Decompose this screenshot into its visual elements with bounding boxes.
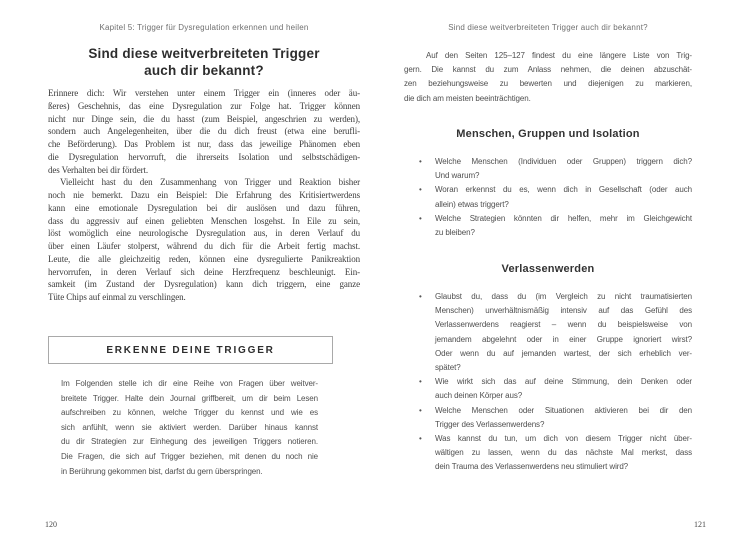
exercise-box-title: ERKENNE DEINE TRIGGER xyxy=(106,344,275,356)
text-line: Trigger des Verlassenwerdens? xyxy=(435,419,545,429)
list-item xyxy=(404,375,692,403)
text-line: nicht nur Dinge sein, die du hasst (zum Beispiel, angeschrien zu werden), xyxy=(48,113,360,124)
bullet-list-verlassenwerden xyxy=(404,290,692,475)
text-line: Sind diese weitverbreiteten Trigger xyxy=(88,46,320,61)
text-line: des Verhalten bei dir fördert. xyxy=(48,164,149,175)
list-item xyxy=(404,212,692,240)
list-item xyxy=(404,432,692,475)
text-line: Im Folgenden stelle ich dir eine Reihe von Fragen über weitver- xyxy=(61,379,318,388)
text-line: wältigen zu lassen, wenn du das nächste Mal merkst, dass xyxy=(435,448,692,458)
text-line: Verlassenwerdens reagierst – wenn du beispielsweise von xyxy=(435,320,692,330)
bullet-text xyxy=(435,404,692,432)
text-line: breitete Trigger. Halte dein Journal griffbereit, um dir beim Lesen xyxy=(61,393,318,403)
bullet-text xyxy=(435,432,692,475)
text-line: die dich am meisten beeinträchtigen. xyxy=(404,93,531,103)
text-line: Tüte Chips auf einmal zu verschlingen. xyxy=(48,292,186,302)
text-line: Woran erkennst du es, wenn dich in Gesellschaft (oder auch xyxy=(435,185,692,195)
section-heading-menschen-gruppen-isolation: Menschen, Gruppen und Isolation xyxy=(456,128,640,140)
text-line: Welche Strategien könnten dir helfen, mehr im Gleichgewicht xyxy=(435,213,692,223)
bullet-list-menschen xyxy=(404,155,692,240)
text-line: löst womöglich eine neurologische Dysregulation aus, in deren Verlauf du xyxy=(48,228,360,239)
exercise-box-paragraph xyxy=(61,377,318,479)
text-line: allein) etwas triggert? xyxy=(435,199,509,209)
bullet-icon: • xyxy=(419,434,422,444)
page-number-right: 121 xyxy=(694,520,706,529)
bullet-icon: • xyxy=(419,377,422,387)
text-line: Leute, die alle gleichzeitig reden, können eine dysregulierte Panikreaktion xyxy=(48,253,360,264)
text-line: Oder wenn du auf jemanden wartest, der sich erheblich ver- xyxy=(435,348,692,358)
right-page xyxy=(404,0,706,556)
text-line: noch nie bemerkt. Dazu ein Beispiel: Die Erfahrung des Kritisiertwerdens xyxy=(48,190,360,200)
body-paragraph-2 xyxy=(48,176,360,304)
running-head-right: Sind diese weitverbreiteten Trigger auch dir bekannt? xyxy=(448,23,648,32)
text-line: jemandem abgelehnt oder in einer Gruppe ignoriert wirst? xyxy=(435,334,692,344)
intro-paragraph xyxy=(404,49,692,106)
text-line: auch dir bekannt? xyxy=(144,63,264,78)
text-line: über einen Läufer stolperst, während du dich für die Arbeit fertig machst. xyxy=(48,241,360,251)
text-line: sondern auch Angelegenheiten, über die du dich freust (etwa eine berufli- xyxy=(48,126,360,137)
text-line: dein Trauma des Verlassenwerdens neu stimuliert wird? xyxy=(435,462,629,472)
bullet-icon: • xyxy=(419,213,422,223)
text-line: Und warum? xyxy=(435,171,480,181)
bullet-text xyxy=(435,290,692,375)
text-line: Glaubst du, dass du (im Vergleich zu nicht traumatisierten xyxy=(435,292,692,301)
list-item xyxy=(404,404,692,432)
text-line: zen beziehungsweise zu bewerten und diejenigen zu markieren, xyxy=(404,79,692,89)
list-item xyxy=(404,155,692,183)
text-line: Welche Menschen (Individuen oder Gruppen) triggern dich? xyxy=(435,157,692,166)
text-line: Die Fragen, die sich auf Trigger beziehen, mit denen du noch nie xyxy=(61,451,318,461)
running-head-left: Kapitel 5: Trigger für Dysregulation erkennen und heilen xyxy=(99,23,309,32)
section-heading-verlassenwerden: Verlassenwerden xyxy=(501,263,595,275)
text-line: hervorrufen, in deren Verlauf sich deine Herzfrequenz beschleunigt. Ein- xyxy=(48,266,360,277)
text-line: zu bleiben? xyxy=(435,228,475,238)
text-line: sich anfühlt, wenn sie aktiviert werden. Darüber hinaus kannst xyxy=(61,422,318,432)
text-line: dass du aggressiv auf einen geliebten Menschen losgehst. In Eile zu sein, xyxy=(48,215,360,226)
text-line: gern. Die kannst du zum Anlass nehmen, die deinen abzuschät- xyxy=(404,65,692,75)
bullet-icon: • xyxy=(419,185,422,195)
text-line: Erinnere dich: Wir verstehen unter einem Trigger ein (inneres oder äu- xyxy=(48,88,360,98)
text-line: samkeit (im Zustand der Dysregulation) kann dich triggern, eine ganze xyxy=(48,279,360,290)
text-line: Wie wirkt sich das auf deine Stimmung, dein Denken oder xyxy=(435,377,692,387)
text-line: Menschen) unverhältnismäßig intensiv auf das Gefühl des xyxy=(435,306,692,316)
text-line: in Berührung gekommen bist, darfst du gern überspringen. xyxy=(61,466,263,476)
bullet-icon: • xyxy=(419,405,422,415)
bullet-icon: • xyxy=(419,292,422,301)
bullet-text xyxy=(435,183,692,211)
text-line: Auf den Seiten 125–127 findest du eine längere Liste von Trig- xyxy=(426,51,692,60)
body-text xyxy=(48,87,360,304)
text-line: die Dysregulation hervorruft, die ihrerseits Isolation und selbstschädigen- xyxy=(48,151,360,162)
page-title xyxy=(48,45,360,79)
text-line: kann eine emotionale Dysregulation bei dir auslösen und dazu führen, xyxy=(48,202,360,213)
text-line: che Beförderung). Das Problem ist nur, dass das jeweilige Phänomen eben xyxy=(48,139,360,149)
text-line: Welche Menschen oder Situationen aktivieren bei dir den xyxy=(435,405,692,415)
exercise-box xyxy=(48,336,333,364)
list-item xyxy=(404,183,692,211)
text-line: ßeres) Geschehnis, das eine Dysregulation zur Folge hat. Trigger können xyxy=(48,100,360,111)
list-item xyxy=(404,290,692,375)
bullet-icon: • xyxy=(419,157,422,166)
text-line: Vielleicht hast du den Zusammenhang von Trigger und Reaktion bisher xyxy=(60,177,360,188)
bullet-text xyxy=(435,375,692,403)
page-number-left: 120 xyxy=(45,520,57,529)
left-page xyxy=(45,0,360,556)
text-line: aufschreiben zu können, welche Trigger du kennst und wie es xyxy=(61,408,318,418)
bullet-text xyxy=(435,155,692,183)
text-line: du dir Strategien zur Einhegung des jeweiligen Triggers notieren. xyxy=(61,437,318,447)
text-line: Was kannst du tun, um dich von diesem Trigger nicht über- xyxy=(435,434,692,444)
bullet-text xyxy=(435,212,692,240)
text-line: auch deinen Körper aus? xyxy=(435,391,523,401)
body-paragraph-1 xyxy=(48,87,360,176)
text-line: spätet? xyxy=(435,363,461,373)
